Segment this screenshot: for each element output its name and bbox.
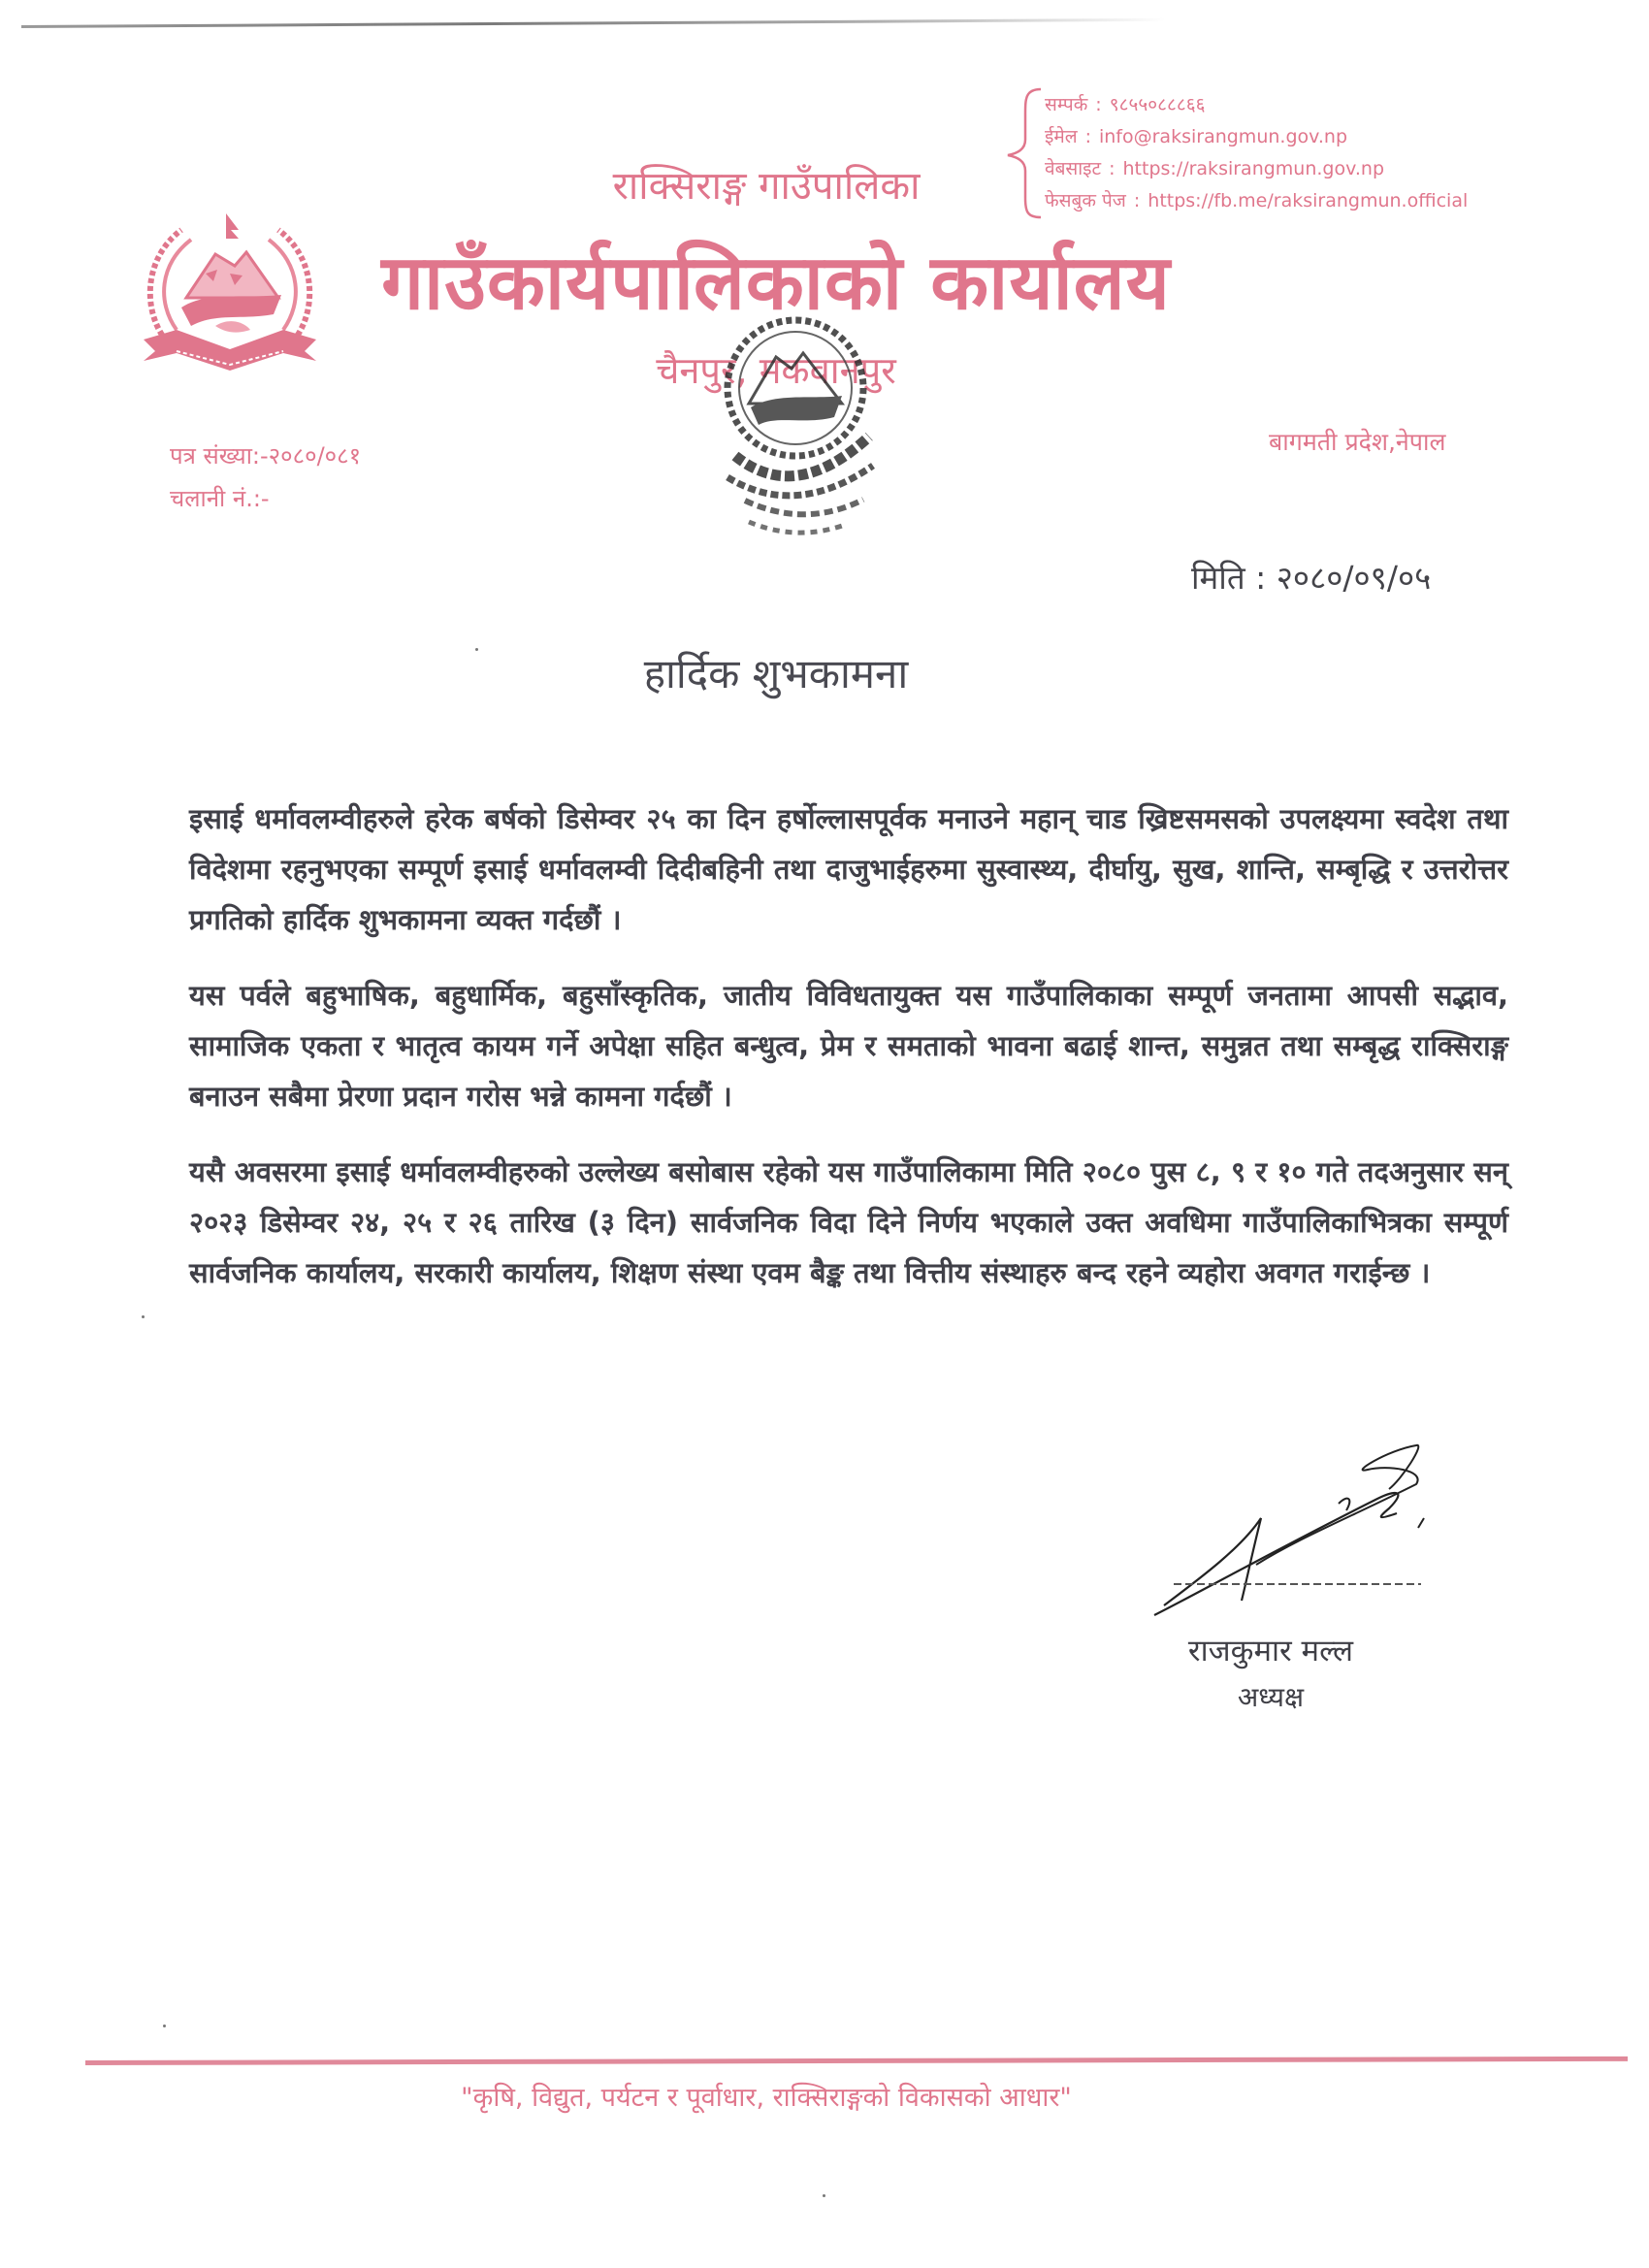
municipality-name: राक्सिराङ्ग गाउँपालिका [612, 164, 921, 209]
contact-block [1004, 85, 1508, 221]
province-label: बागमती प्रदेश,नेपाल [1269, 428, 1446, 456]
letter-date [1191, 555, 1431, 599]
office-title: गाउँकार्यपालिकाको कार्यालय [381, 240, 1171, 327]
curly-brace-icon [1004, 85, 1043, 221]
letter-body [189, 794, 1508, 1323]
footer-border-line [85, 2057, 1628, 2065]
official-stamp-icon [679, 310, 912, 548]
website-label: वेबसाइट [1045, 158, 1102, 179]
dispatch-number-row [170, 477, 361, 520]
signatory-title: अध्यक्ष [1237, 1681, 1305, 1713]
contact-email-row: ईमेल : info@raksirangmun.gov.np [1045, 126, 1348, 147]
contact-facebook-row: फेसबुक पेज : https://fb.me/raksirangmun.official [1045, 190, 1469, 211]
reference-block [170, 435, 361, 520]
handwritten-signature-icon [1135, 1431, 1445, 1625]
paragraph-2: यस पर्वले बहुभाषिक, बहुधार्मिक, बहुसाँस्कृतिक, जातीय विविधतायुक्त यस गाउँपालिकाका सम्पूर्ण जनतामा आपसी सद्भाव, सामाजिक एकता र भातृत्व कायम गर्ने अपेक्षा सहित बन्धुत्व, प्रेम र समताको भावना बढाई शान्त, समुन्नत तथा सम्बृद्ध राक्सिराङ्ग बनाउन सबैमा प्रेरणा प्रदान गरोस भन्ने कामना गर्दछौं । [189, 979, 1508, 1113]
phone-number: ९८५५०८८८६६ [1109, 94, 1206, 115]
email-link[interactable]: info@raksirangmun.gov.np [1098, 126, 1348, 147]
date-value: २०८०/०९/०५ [1276, 559, 1432, 597]
footer-slogan: "कृषि, विद्युत, पर्यटन र पूर्वाधार, राक्सिराङ्गको विकासको आधार" [461, 2083, 1072, 2113]
top-border-line [21, 18, 1166, 28]
signatory-name: राजकुमार मल्ल [1187, 1634, 1354, 1669]
letter-heading: हार्दिक शुभकामना [643, 650, 909, 697]
letter-number-label: पत्र संख्या:- [170, 442, 269, 470]
paragraph-3: यसै अवसरमा इसाई धर्मावलम्वीहरुको उल्लेख्य बसोबास रहेको यस गाउँपालिकामा मिति २०८० पुस ८, ९ र १० गते तदअनुसार सन् २०२३ डिसेम्वर २४, २५ र २६ तारिख (३ दिन) सार्वजनिक विदा दिने निर्णय भएकाले उक्त अवधिमा गाउँपालिकाभित्रका सम्पूर्ण सार्वजनिक कार्यालय, सरकारी कार्यालय, शिक्षण संस्था एवम बैङ्क तथा वित्तीय संस्थाहरु बन्द रहने व्यहोरा अवगत गराईन्छ । [189, 1155, 1508, 1289]
date-label: मिति : [1191, 559, 1267, 597]
contact-website-row: वेबसाइट : https://raksirangmun.gov.np [1045, 158, 1385, 179]
facebook-label: फेसबुक पेज [1045, 190, 1126, 211]
phone-label: सम्पर्क [1045, 94, 1088, 115]
scan-speck [142, 1315, 145, 1318]
scan-speck [823, 2194, 825, 2197]
office-address: चैनपुर, मकवानपुर [656, 349, 896, 392]
contact-phone-row: सम्पर्क : ९८५५०८८८६६ [1045, 94, 1206, 115]
email-label: ईमेल [1045, 126, 1078, 147]
letter-number-value: २०८०/०८१ [268, 442, 362, 470]
letter-number-row [170, 435, 361, 477]
website-link[interactable]: https://raksirangmun.gov.np [1122, 158, 1385, 179]
scan-speck [475, 648, 478, 651]
scan-speck [163, 2025, 166, 2027]
dispatch-number-label: चलानी नं.:- [170, 485, 270, 512]
paragraph-1: इसाई धर्मावलम्वीहरुले हरेक बर्षको डिसेम्वर २५ का दिन हर्षोल्लासपूर्वक मनाउने महान् चाड ख्रिष्टसमसको उपलक्ष्यमा स्वदेश तथा विदेशमा रहनुभएका सम्पूर्ण इसाई धर्मावलम्वी दिदीबहिनी तथा दाजुभाईहरुमा सुस्वास्थ्य, दीर्घायु, सुख, शान्ति, सम्बृद्धि र उत्तरोत्तर प्रगतिको हार्दिक शुभकामना व्यक्त गर्दछौं । [189, 802, 1508, 936]
facebook-link[interactable]: https://fb.me/raksirangmun.official [1148, 190, 1469, 211]
nepal-emblem-icon [138, 206, 322, 375]
